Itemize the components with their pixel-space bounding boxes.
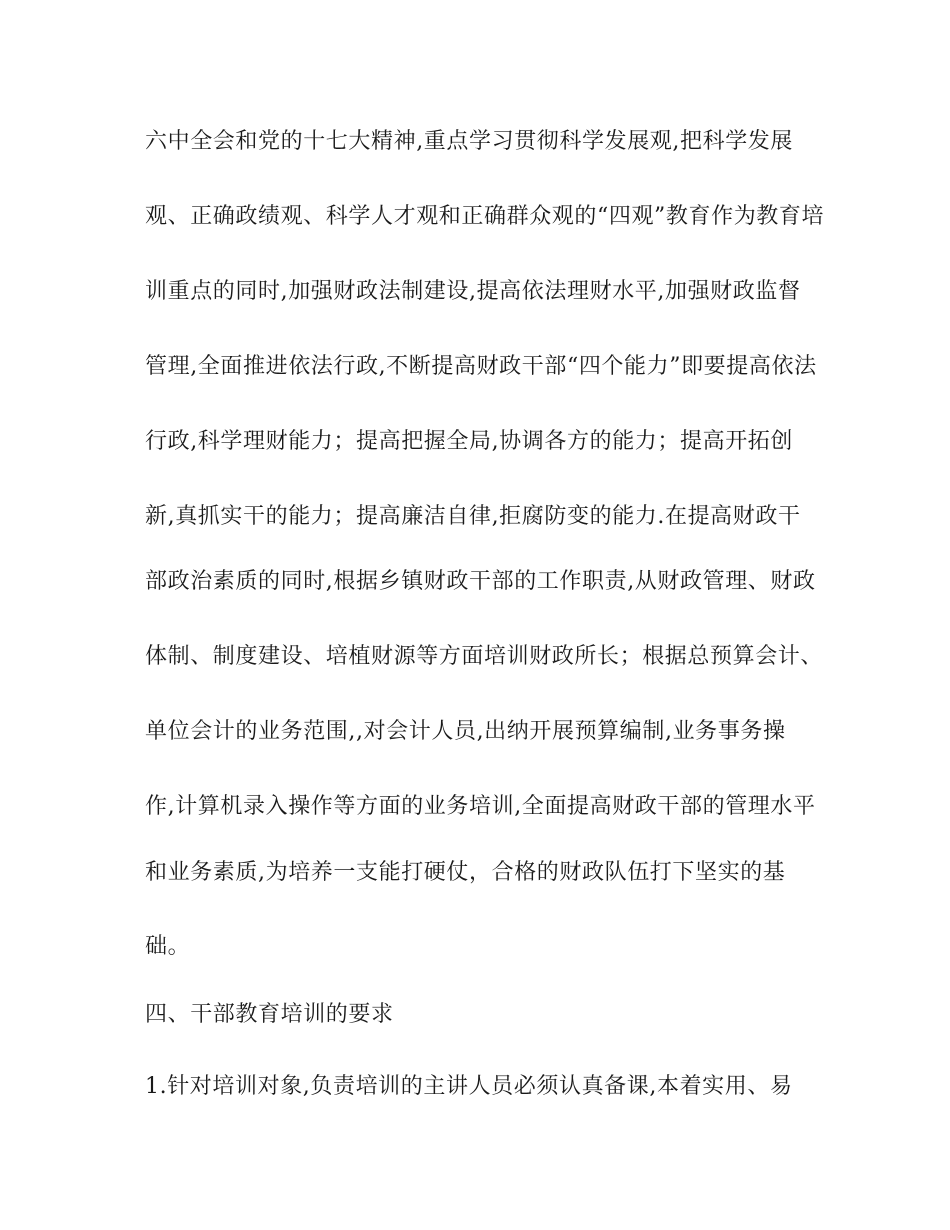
paragraph-line-7: 部政治素质的同时,根据乡镇财政干部的工作职责,从财政管理、财政	[145, 569, 816, 594]
list-item-1: 1.针对培训对象,负责培训的主讲人员必须认真备课,本着实用、易	[145, 1074, 793, 1099]
section-heading: 四、干部教育培训的要求	[145, 1002, 394, 1027]
paragraph-line-2: 观、正确政绩观、科学人才观和正确群众观的“四观”教育作为教育培	[145, 204, 825, 229]
paragraph-line-11: 和业务素质,为培养一支能打硬仗，合格的财政队伍打下坚实的基	[145, 860, 786, 885]
paragraph-line-9: 单位会计的业务范围,,对会计人员,出纳开展预算编制,业务事务操	[145, 719, 786, 744]
paragraph-line-5: 行政,科学理财能力；提高把握全局,协调各方的能力；提高开拓创	[145, 429, 793, 454]
paragraph-line-3: 训重点的同时,加强财政法制建设,提高依法理财水平,加强财政监督	[145, 279, 801, 304]
paragraph-line-4: 管理,全面推进依法行政,不断提高财政干部“四个能力”即要提高依法	[145, 354, 817, 379]
paragraph-line-8: 体制、制度建设、培植财源等方面培训财政所长；根据总预算会计、	[145, 644, 824, 669]
paragraph-line-10: 作,计算机录入操作等方面的业务培训,全面提高财政干部的管理水平	[145, 794, 816, 819]
paragraph-line-1: 六中全会和党的十七大精神,重点学习贯彻科学发展观,把科学发展	[145, 129, 793, 154]
paragraph-line-6: 新,真抓实干的能力；提高廉洁自律,拒腐防变的能力.在提高财政干	[145, 504, 801, 529]
paragraph-line-12: 础。	[145, 934, 191, 959]
